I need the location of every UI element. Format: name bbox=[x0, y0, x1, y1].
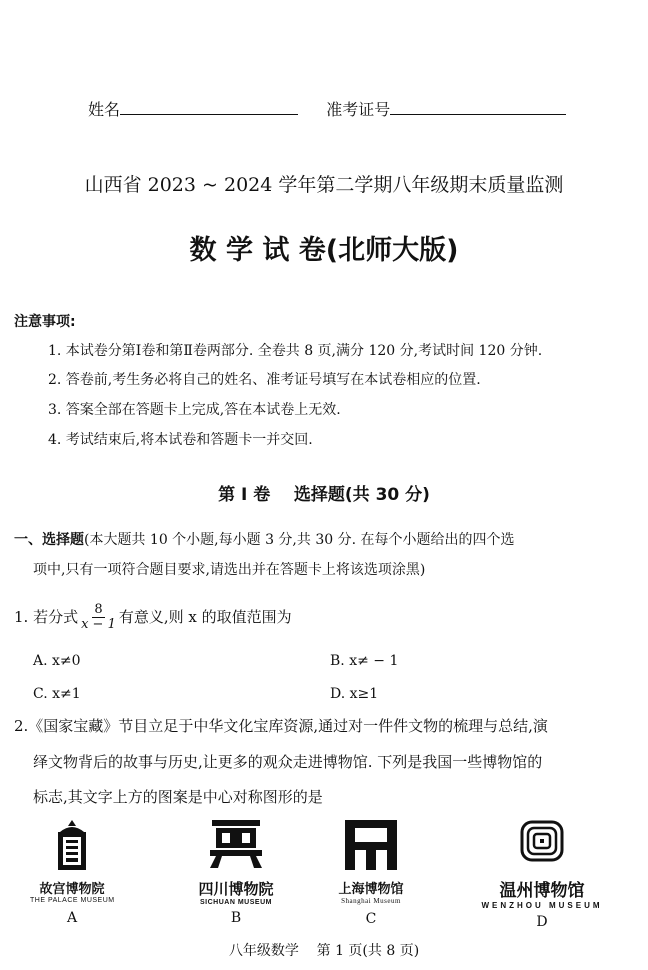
exam-subtitle: 山西省 2023 ~ 2024 学年第二学期八年级期末质量监测 bbox=[84, 174, 564, 196]
logo-d-letter: D bbox=[536, 914, 548, 930]
logo-a-english: THE PALACE MUSEUM bbox=[30, 897, 115, 904]
header-row bbox=[88, 98, 566, 120]
logo-option-a bbox=[30, 818, 114, 926]
q2-line-3: 标志,其文字上方的图案是中心对称图形的是 bbox=[33, 788, 323, 806]
notice-item-3: 3. 答案全部在答题卡上完成,答在本试卷上无效. bbox=[48, 402, 341, 418]
part-label: 一、选择题 bbox=[14, 532, 84, 548]
q1-fraction bbox=[79, 603, 118, 632]
notice-item-4: 4. 考试结束后,将本试卷和答题卡一并交回. bbox=[48, 432, 313, 448]
logo-option-b bbox=[178, 818, 294, 926]
name-label: 姓名 bbox=[88, 100, 121, 119]
logo-b-chinese: 四川博物院 bbox=[198, 880, 274, 898]
shanghai-museum-emblem-icon bbox=[325, 818, 417, 872]
question-1 bbox=[14, 600, 292, 634]
part-description bbox=[14, 530, 515, 550]
logo-c-english: Shanghai Museum bbox=[341, 897, 401, 905]
section-title: 第 Ⅰ 卷 选择题(共 30 分) bbox=[218, 485, 430, 505]
logo-c-letter: C bbox=[365, 911, 377, 927]
palace-museum-emblem-icon bbox=[30, 818, 114, 872]
logo-b-letter: B bbox=[230, 910, 242, 926]
name-blank bbox=[120, 98, 298, 115]
q2-line-1: 2.《国家宝藏》节目立足于中华文化宝库资源,通过对一件件文物的梳理与总结,演 bbox=[14, 717, 548, 735]
exam-id-blank bbox=[390, 98, 566, 115]
q1-option-d: D. x≥1 bbox=[330, 686, 379, 702]
exam-title: 数 学 试 卷(北师大版) bbox=[189, 235, 459, 266]
part-desc-line-2: 项中,只有一项符合题目要求,请选出并在答题卡上将该选项涂黑) bbox=[33, 562, 426, 578]
logo-d-chinese: 温州博物馆 bbox=[499, 881, 585, 901]
q1-fraction-denominator: x − 1 bbox=[81, 616, 116, 632]
logo-a-letter: A bbox=[66, 910, 78, 926]
logo-c-chinese: 上海博物馆 bbox=[338, 882, 404, 897]
logo-a-chinese: 故宫博物院 bbox=[39, 882, 105, 897]
logo-b-english: SICHUAN MUSEUM bbox=[200, 899, 272, 906]
part-desc-line-1: (本大题共 10 个小题,每小题 3 分,共 30 分. 在每个小题给出的四个选 bbox=[84, 532, 515, 548]
q1-suffix: 有意义,则 x 的取值范围为 bbox=[118, 608, 292, 626]
page-footer: 八年级数学 第 1 页(共 8 页) bbox=[228, 943, 420, 959]
sichuan-museum-emblem-icon bbox=[178, 818, 294, 872]
notice-item-1: 1. 本试卷分第Ⅰ卷和第Ⅱ卷两部分. 全卷共 8 页,满分 120 分,考试时间 120 分钟. bbox=[48, 343, 543, 359]
logo-option-c bbox=[325, 818, 417, 927]
q1-prefix: 1. 若分式 bbox=[14, 608, 79, 626]
logo-option-d bbox=[470, 818, 614, 930]
q2-line-2: 绎文物背后的故事与历史,让更多的观众走进博物馆. 下列是我国一些博物馆的 bbox=[33, 753, 543, 771]
q1-fraction-numerator: 8 bbox=[94, 601, 103, 617]
wenzhou-museum-emblem-icon bbox=[470, 818, 614, 872]
exam-id-label: 准考证号 bbox=[326, 100, 391, 119]
q1-option-c: C. x≠1 bbox=[33, 686, 81, 702]
q1-option-b: B. x≠ − 1 bbox=[330, 653, 399, 669]
q1-option-a: A. x≠0 bbox=[33, 653, 81, 669]
notice-heading: 注意事项: bbox=[14, 314, 76, 330]
notice-item-2: 2. 答卷前,考生务必将自己的姓名、准考证号填写在本试卷相应的位置. bbox=[48, 372, 481, 388]
logo-d-english: WENZHOU MUSEUM bbox=[481, 901, 603, 910]
